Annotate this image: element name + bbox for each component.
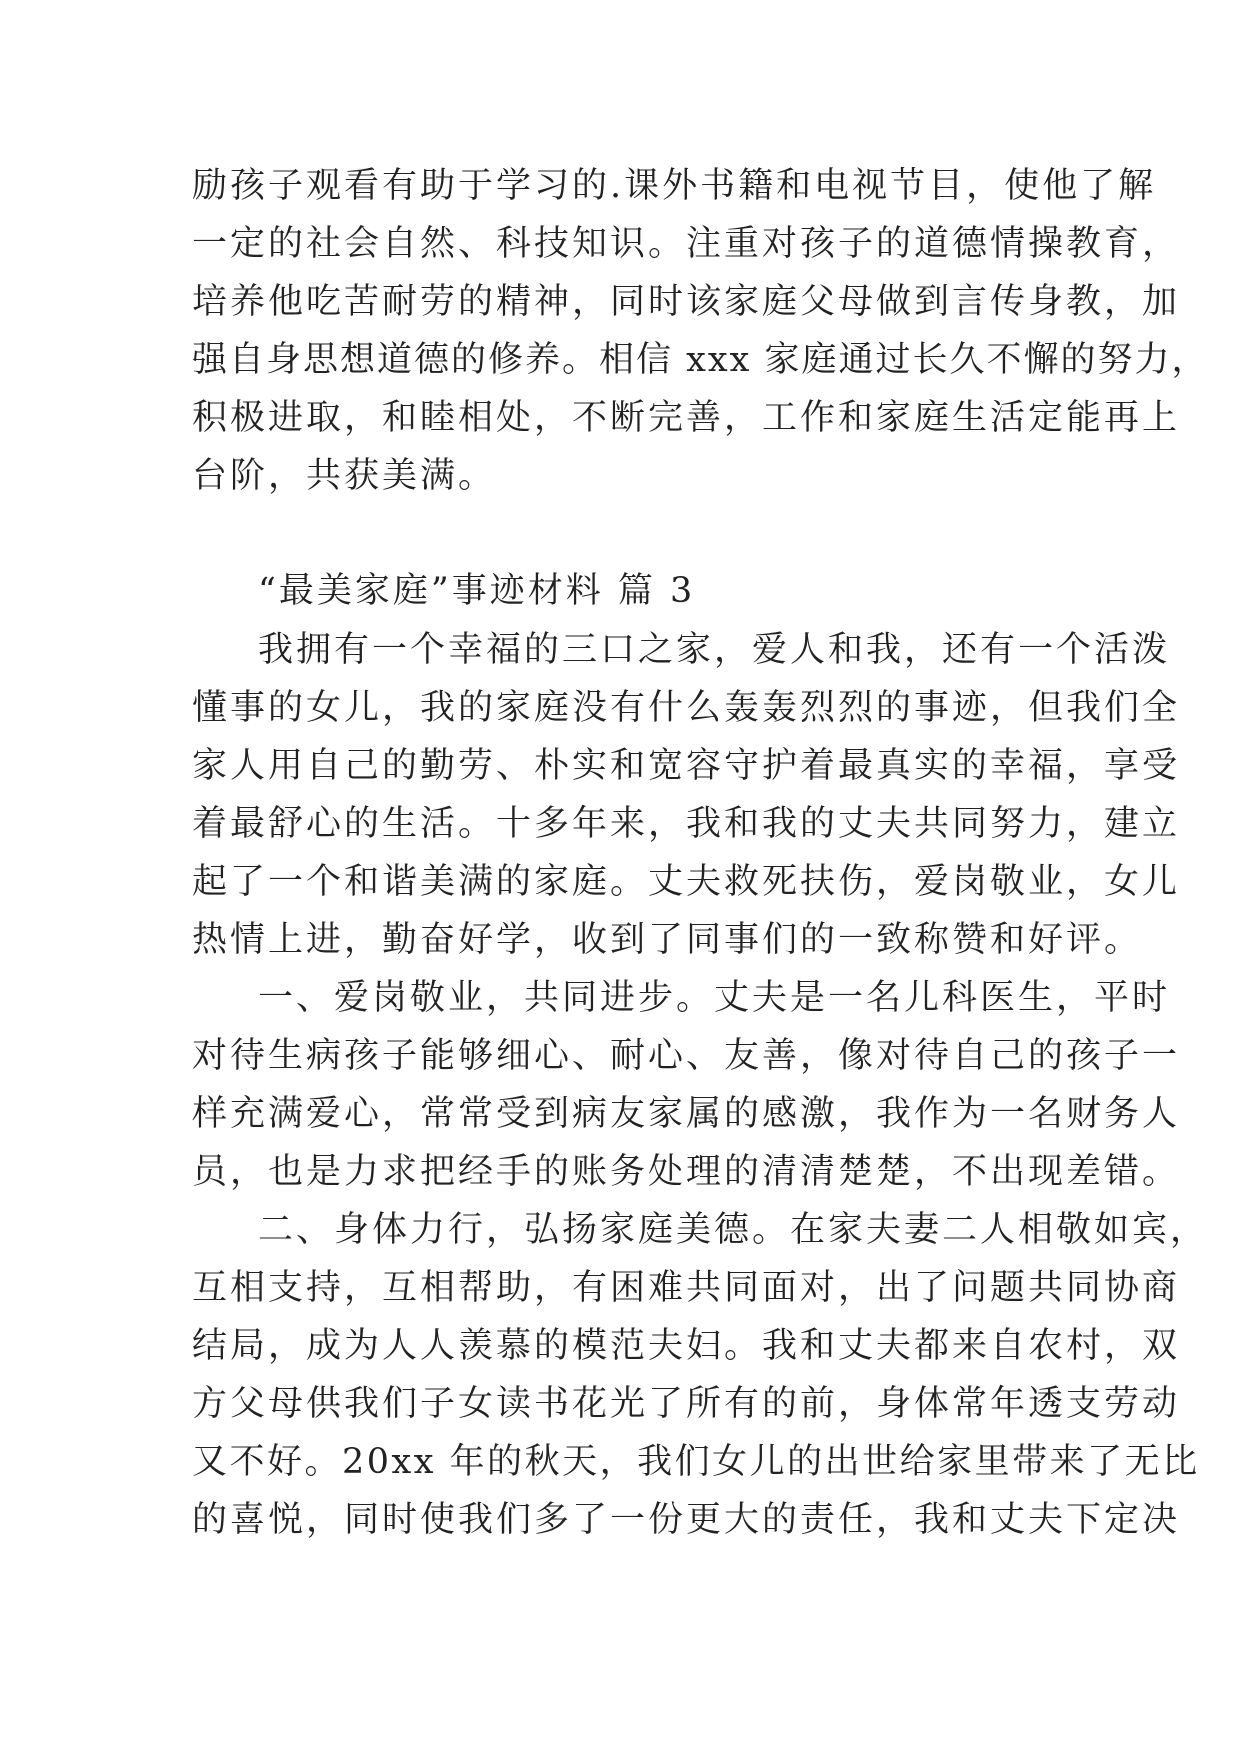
text-line: 积极进取，和睦相处，不断完善，工作和家庭生活定能再上 [192,398,1181,438]
text-line: 的喜悦，同时使我们多了一份更大的责任，我和丈夫下定决 [192,1500,1181,1540]
text-line: 样充满爱心，常常受到病友家属的感激，我作为一名财务人 [192,1094,1181,1134]
paragraph-start: 我拥有一个幸福的三口之家，爱人和我，还有一个活泼 [258,630,1171,670]
text-line: 家人用自己的勤劳、朴实和宽容守护着最真实的幸福，享受 [192,746,1181,786]
text-line: 强自身思想道德的修养。相信 xxx 家庭通过长久不懈的努力， [192,340,1209,380]
paragraph-start: 一、爱岗敬业，共同进步。丈夫是一名儿科医生，平时 [258,978,1171,1018]
text-line: 起了一个和谐美满的家庭。丈夫救死扶伤，爱岗敬业，女儿 [192,862,1181,902]
text-line: 员，也是力求把经手的账务处理的清清楚楚，不出现差错。 [192,1152,1181,1192]
text-line: 着最舒心的生活。十多年来，我和我的丈夫共同努力，建立 [192,804,1181,844]
text-line: 结局，成为人人羡慕的模范夫妇。我和丈夫都来自农村，双 [192,1326,1181,1366]
text-line: 对待生病孩子能够细心、耐心、友善，像对待自己的孩子一 [192,1036,1181,1076]
text-line: 励孩子观看有助于学习的.课外书籍和电视节目，使他了解 [192,166,1157,206]
text-line: 又不好。20xx 年的秋天，我们女儿的出世给家里带来了无比 [192,1442,1200,1482]
text-line: 一定的社会自然、科技知识。注重对孩子的道德情操教育， [192,224,1181,264]
text-line: 懂事的女儿，我的家庭没有什么轰轰烈烈的事迹，但我们全 [192,688,1181,728]
text-line: 台阶，共获美满。 [192,456,497,496]
text-line: 方父母供我们子女读书花光了所有的前，身体常年透支劳动 [192,1384,1181,1424]
section-heading: “最美家庭”事迹材料 篇 3 [258,571,696,611]
text-line: 互相支持，互相帮助，有困难共同面对，出了问题共同协商 [192,1268,1181,1308]
text-line: 热情上进，勤奋好学，收到了同事们的一致称赞和好评。 [192,920,1143,960]
paragraph-start: 二、身体力行，弘扬家庭美德。在家夫妻二人相敬如宾， [258,1210,1209,1250]
text-line: 培养他吃苦耐劳的精神，同时该家庭父母做到言传身教，加 [192,282,1181,322]
